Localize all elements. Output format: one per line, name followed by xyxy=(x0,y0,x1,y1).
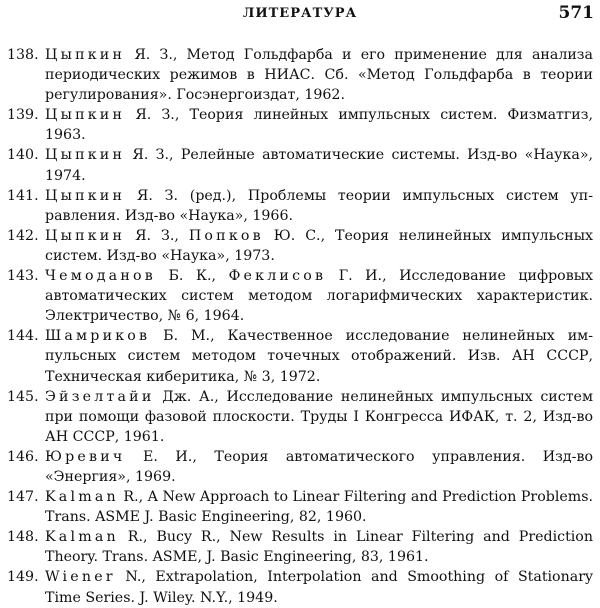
bibliography-entry xyxy=(7,326,593,386)
entry-number: 142. xyxy=(7,227,39,244)
author-surname: Цыпкин xyxy=(45,187,126,204)
author-surname: Kalman xyxy=(45,489,119,506)
bibliography-entry xyxy=(7,567,593,607)
author-surname: Цыпкин xyxy=(45,147,126,164)
author-surname: Феклисов xyxy=(228,268,327,285)
author-initials: Я. З. xyxy=(136,187,179,204)
entry-number: 148. xyxy=(7,529,39,546)
author-surname: Цыпкин xyxy=(45,107,126,124)
author-surname: Попков xyxy=(188,227,264,244)
running-head xyxy=(0,2,600,26)
entry-number: 144. xyxy=(7,328,39,345)
author-surname: Цыпкин xyxy=(45,227,126,244)
author-surname: Wiener xyxy=(45,569,116,586)
entry-text: , Исследование нелинейных импульсных систем при помощи фазовой плоскости. Труды I Конгресса ИФАК, т. 2, Изд-во АН СССР, 1961. xyxy=(45,388,593,445)
author-initials: Б. К. xyxy=(168,268,212,285)
bibliography-entry xyxy=(7,145,593,185)
bibliography-entry xyxy=(7,226,593,266)
entry-text: (ред.), Проблемы теории импульсных систем управления. Изд-во «Наука», 1966. xyxy=(45,187,594,224)
author-initials: Б. М. xyxy=(163,328,211,345)
bibliography-entry xyxy=(7,105,593,145)
author-surname: Цыпкин xyxy=(45,47,126,63)
page-header-title: ЛИТЕРАТУРА xyxy=(242,6,358,21)
author-separator: , xyxy=(211,268,229,285)
bibliography-entry xyxy=(7,527,593,567)
entry-text: , Теория автоматического управления. Изд-во «Энергия», 1969. xyxy=(45,448,593,485)
author-initials: Е. И. xyxy=(143,448,193,465)
entry-number: 141. xyxy=(7,187,39,204)
entry-text: , Качественное исследование нелинейных импульсных систем методом точечных отображений. Изв. АН СССР, Техническая киберитика, № 3, 1972. xyxy=(45,328,593,385)
entry-number: 145. xyxy=(7,388,39,405)
entry-text: , Метод Гольдфарба и его применение для анализа периодических режимов в НИАС. Сб. «Метод Гольдфарба в теории регулирования». Госэнергоиздат, 1962. xyxy=(45,47,593,104)
bibliography-entry xyxy=(7,45,593,105)
bibliography-entry xyxy=(7,387,593,447)
author-surname: Kalman xyxy=(45,529,119,546)
author-initials: Я. З. xyxy=(135,107,175,124)
entry-text: , Теория линейных импульсных систем. Физматгиз, 1963. xyxy=(45,107,594,144)
entry-number: 140. xyxy=(7,147,39,164)
entry-text: , A New Approach to Linear Filtering and Prediction Problems. Trans. ASME J. Basic Engineering, 82, 1960. xyxy=(45,489,593,526)
bibliography-entry xyxy=(7,487,593,527)
author-surname: Чемоданов xyxy=(45,268,156,285)
author-initials: Я. З. xyxy=(132,147,170,164)
author-surname: Юревич xyxy=(45,448,126,465)
author-surname: Эйзелтайи xyxy=(45,388,155,405)
author-initials: Г. И. xyxy=(338,268,383,285)
entry-number: 138. xyxy=(7,47,39,63)
author-initials: Дж. А. xyxy=(162,388,215,405)
author-initials: Ю. С. xyxy=(273,227,321,244)
author-surname: Шамриков xyxy=(45,328,151,345)
entry-number: 143. xyxy=(7,268,39,285)
author-initials: Я. З. xyxy=(134,47,173,63)
author-initials: R. xyxy=(123,489,139,506)
author-initials: Я. З. xyxy=(135,227,175,244)
entry-text: , Теория нелинейных импульсных систем. Изд-во «Наука», 1973. xyxy=(45,227,593,264)
author-initials: R. xyxy=(127,529,143,546)
entry-text: , Bucy R., New Results in Linear Filtering and Prediction Theory. Trans. ASME, J. Basic Engineering, 83, 1961. xyxy=(45,529,593,566)
bibliography-entry xyxy=(7,266,593,326)
entry-number: 146. xyxy=(7,448,39,465)
author-initials: N. xyxy=(125,569,142,586)
entry-text: , Исследование цифровых автоматических систем методом логарифмических характеристик. Электричество, № 6, 1964. xyxy=(45,268,594,325)
bibliography-list xyxy=(7,45,593,608)
entry-text: , Релейные автоматические системы. Изд-во «Наука», 1974. xyxy=(45,147,594,184)
author-separator: , xyxy=(174,227,189,244)
page-number: 571 xyxy=(558,3,594,23)
entry-number: 147. xyxy=(7,489,39,506)
bibliography-entry xyxy=(7,186,593,226)
bibliography-entry xyxy=(7,447,593,487)
entry-number: 149. xyxy=(7,569,39,586)
entry-text: , Extrapolation, Interpolation and Smoothing of Stationary Time Series. J. Wiley. N.Y., 1949. xyxy=(45,569,593,606)
entry-number: 139. xyxy=(7,107,39,124)
